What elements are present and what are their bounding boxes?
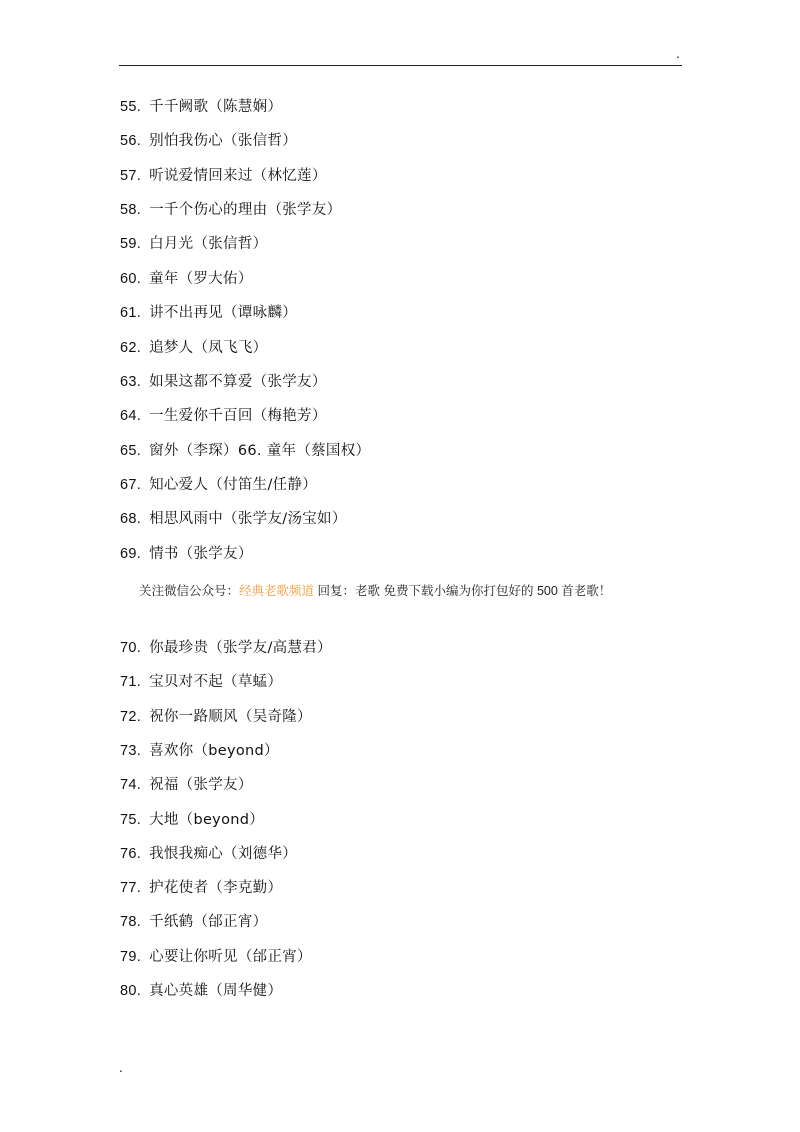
- item-text: 一生爱你千百回（梅艳芳）: [149, 408, 327, 424]
- list-item: [120, 910, 267, 934]
- item-number: 60.: [120, 271, 142, 287]
- footer-mark: .: [119, 1061, 123, 1075]
- list-item: [120, 636, 332, 660]
- list-item: [120, 773, 253, 797]
- item-text: 大地（beyond）: [149, 812, 265, 828]
- item-text: 喜欢你（beyond）: [149, 743, 279, 759]
- item-text: 祝你一路顺风（吴奇隆）: [149, 709, 312, 725]
- list-item: [120, 979, 282, 1003]
- item-number: 78.: [120, 914, 142, 930]
- list-item: [120, 164, 327, 188]
- list-item: [120, 301, 297, 325]
- promo-prefix: 关注微信公众号：: [139, 584, 240, 598]
- list-item: [120, 198, 341, 222]
- item-text: 童年（罗大佑）: [149, 271, 253, 287]
- promo-channel-name: 经典老歌频道: [239, 584, 315, 598]
- item-text: 我恨我痴心（刘德华）: [149, 846, 298, 862]
- list-item: [120, 370, 327, 394]
- item-number: 56.: [120, 133, 142, 149]
- item-text: 祝福（张学友）: [149, 777, 253, 793]
- list-item: [120, 404, 327, 428]
- list-item: [120, 95, 282, 119]
- item-number: 72.: [120, 709, 142, 725]
- list-item: [120, 232, 267, 256]
- item-number: 69.: [120, 546, 142, 562]
- item-number: 59.: [120, 236, 142, 252]
- list-item: [120, 336, 267, 360]
- list-item: [120, 670, 282, 694]
- item-text: 心要让你听见（邰正宵）: [149, 949, 312, 965]
- item-text: 真心英雄（周华健）: [149, 983, 283, 999]
- list-item: [120, 808, 264, 832]
- item-text: 一千个伤心的理由（张学友）: [149, 202, 342, 218]
- item-text: 情书（张学友）: [149, 546, 253, 562]
- item-number: 68.: [120, 511, 142, 527]
- item-number: 71.: [120, 674, 142, 690]
- header-rule: [119, 65, 682, 66]
- list-item: [120, 705, 312, 729]
- item-text: 追梦人（凤飞飞）: [149, 340, 268, 356]
- item-text: 讲不出再见（谭咏麟）: [149, 305, 298, 321]
- list-item: [120, 739, 279, 763]
- item-number: 67.: [120, 477, 142, 493]
- item-number: 73.: [120, 743, 142, 759]
- item-number: 65.: [120, 443, 142, 459]
- list-item: [120, 842, 297, 866]
- header-mark: .: [676, 47, 680, 61]
- item-number: 55.: [120, 99, 142, 115]
- item-text: 你最珍贵（张学友/高慧君）: [149, 640, 332, 656]
- item-number: 75.: [120, 812, 142, 828]
- item-number: 62.: [120, 340, 142, 356]
- item-text: 白月光（张信哲）: [149, 236, 268, 252]
- item-number: 63.: [120, 374, 142, 390]
- list-item: [120, 267, 253, 291]
- item-number: 57.: [120, 168, 142, 184]
- item-number: 79.: [120, 949, 142, 965]
- item-text: 窗外（李琛）66. 童年（蔡国权）: [149, 443, 371, 459]
- list-item: [120, 945, 312, 969]
- item-text: 千纸鹤（邰正宵）: [149, 914, 268, 930]
- item-number: 76.: [120, 846, 142, 862]
- list-item: [120, 507, 347, 531]
- item-number: 61.: [120, 305, 142, 321]
- list-item: [120, 542, 253, 566]
- list-item: [120, 473, 317, 497]
- item-text: 知心爱人（付笛生/任静）: [149, 477, 318, 493]
- list-item: [120, 129, 297, 153]
- item-text: 护花使者（李克勤）: [149, 880, 283, 896]
- item-number: 74.: [120, 777, 142, 793]
- item-text: 相思风雨中（张学友/汤宝如）: [149, 511, 347, 527]
- promo-suffix: 回复：老歌 免费下载小编为你打包好的 500 首老歌！: [314, 584, 612, 598]
- promo-banner: [139, 581, 611, 601]
- item-text: 千千阙歌（陈慧娴）: [149, 99, 283, 115]
- item-text: 如果这都不算爱（张学友）: [149, 374, 327, 390]
- list-item: [120, 876, 282, 900]
- item-text: 听说爱情回来过（林忆莲）: [149, 168, 327, 184]
- item-text: 别怕我伤心（张信哲）: [149, 133, 298, 149]
- item-number: 80.: [120, 983, 142, 999]
- item-text: 宝贝对不起（草蜢）: [149, 674, 283, 690]
- item-number: 77.: [120, 880, 142, 896]
- item-number: 58.: [120, 202, 142, 218]
- item-number: 70.: [120, 640, 142, 656]
- list-item: [120, 439, 370, 463]
- item-number: 64.: [120, 408, 142, 424]
